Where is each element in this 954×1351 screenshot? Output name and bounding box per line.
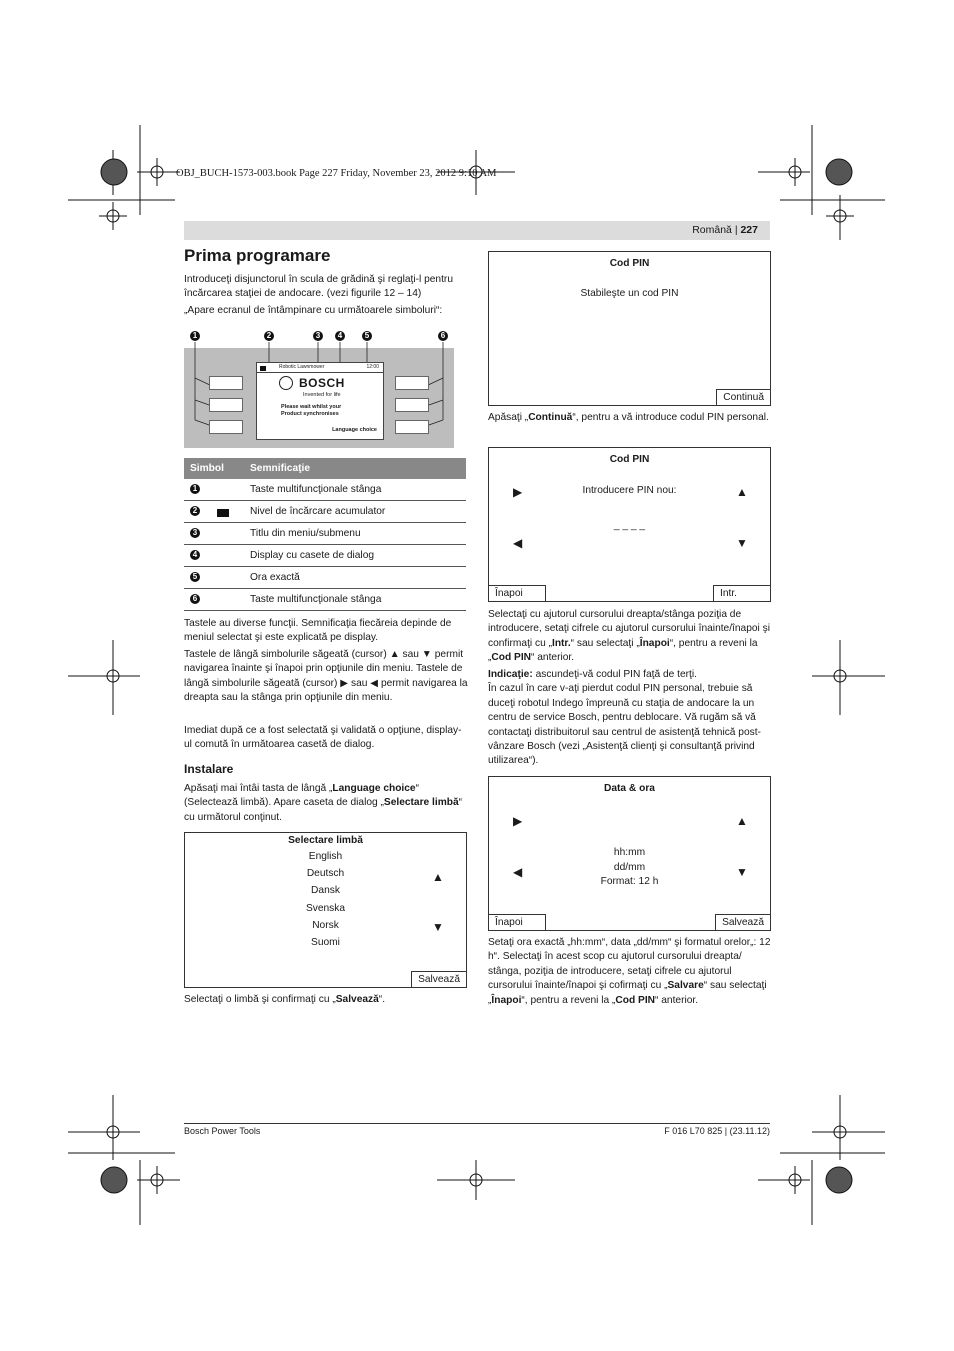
pin-setup-dialog (488, 251, 771, 406)
continue-button[interactable]: Continuă (716, 389, 771, 406)
date-time-paragraph: Setaţi ora exactă „hh:mm“, data „dd/mm“ şi formatul orelor„: 12 h“. Selectaţi în acest scop cu ajutorul cursorului dreapta/ stânga, poziţia de introducere, setaţi cifrele cu ajutorul cursorului înainte/înapoi şi cofirmaţi cu „Salvare“ sau selectaţi „Înapoi“, pentru a reveni la „Cod PIN“ anterior. (488, 937, 771, 1006)
left-softkey-2[interactable] (209, 398, 243, 412)
print-header: OBJ_BUCH-1573-003.book Page 227 Friday, November 23, 2012 9:10 AM (176, 168, 497, 179)
callout-number: 2 (190, 506, 200, 516)
display-title: Robotic Lawnmower (279, 364, 325, 370)
welcome-screen-figure (184, 328, 466, 450)
pin-entry-label: Introducere PIN nou: (582, 485, 677, 496)
battery-icon (260, 366, 266, 371)
column-header-meaning: Semnificaţie (244, 458, 466, 479)
save-button[interactable]: Salvează (715, 914, 771, 931)
callout-1: 1 (190, 331, 200, 341)
display-time: 12:00 (366, 364, 379, 370)
pin-input[interactable]: _ _ _ _ (613, 520, 646, 531)
right-softkey-1[interactable] (395, 376, 429, 390)
intro-paragraph-2: „Apare ecranul de întâmpinare cu următoarele simboluri“: (184, 305, 443, 316)
language-choice-label: Language choice (332, 427, 377, 433)
pin-entry-paragraph: Selectaţi cu ajutorul cursorului dreapta/stânga poziţia de introducere, setaţi cifrele cu ajutorul cursorului înainte/înapoi şi confirmaţi cu „Intr.“ sau selectaţi „Înapoi“, pentru a reveni la „Cod PIN“ anterior. (488, 609, 771, 664)
arrow-down-icon: ▼ (421, 649, 432, 660)
footer-rule (184, 1123, 770, 1124)
callout-number: 6 (190, 594, 200, 604)
callout-number: 5 (190, 572, 200, 582)
back-button[interactable]: Înapoi (488, 914, 546, 931)
brand-tagline: Invented for life (303, 392, 341, 398)
page-title: Prima programare (184, 246, 331, 265)
time-field[interactable]: hh:mm (613, 847, 646, 858)
arrow-up-icon[interactable]: ▲ (736, 814, 748, 828)
language-option-norsk[interactable]: Norsk (312, 920, 339, 931)
confirm-language-paragraph: Selectaţi o limbă şi confirmaţi cu „Salvează“. (184, 994, 386, 1005)
table-row: 2 Nivel de încărcare acumulator (184, 501, 466, 523)
arrow-left-icon[interactable]: ◀ (513, 865, 523, 879)
callout-6: 6 (438, 331, 448, 341)
arrow-up-icon[interactable]: ▲ (432, 870, 444, 884)
pin-continue-paragraph: Apăsaţi „Continuă“, pentru a vă introduce codul PIN personal. (488, 412, 769, 423)
dialog-title: Cod PIN (609, 454, 650, 465)
right-softkey-3[interactable] (395, 420, 429, 434)
callout-2: 2 (264, 331, 274, 341)
pin-entry-dialog (488, 447, 771, 602)
battery-icon (217, 509, 229, 517)
callout-4: 4 (335, 331, 345, 341)
wait-message-line-2: Product synchronises (281, 411, 339, 417)
arrow-up-icon[interactable]: ▲ (736, 485, 748, 499)
table-row: 4 Display cu casete de dialog (184, 545, 466, 567)
arrow-left-icon[interactable]: ◀ (513, 536, 523, 550)
language-option-english[interactable]: English (308, 851, 343, 862)
right-softkey-2[interactable] (395, 398, 429, 412)
symbol-table (184, 458, 466, 611)
wait-message-line-1: Please wait whilst your (281, 404, 342, 410)
table-row: 1 Taste multifuncţionale stânga (184, 479, 466, 501)
arrow-right-icon: ▶ (340, 677, 349, 689)
language-select-dialog (184, 832, 467, 988)
footer-right: F 016 L70 825 | (23.11.12) (664, 1126, 770, 1136)
bosch-logo-icon (279, 376, 293, 390)
format-field[interactable]: Format: 12 h (600, 876, 659, 887)
navigation-paragraph: Tastele de lângă simbolurile săgeată (cursor) ▲ sau ▼ permit navigarea înainte şi înapoi prin opţiunile din meniu. Tastele de lângă simbolurile săgeată (cursor) ▶ sau ◀ permit navigarea la dreapta sau la stânga prin opţiunile din meniu. (184, 649, 468, 704)
pin-setup-message: Stabileşte un cod PIN (580, 288, 679, 299)
installation-heading: Instalare (184, 762, 234, 776)
pin-note-paragraph: Indicaţie: ascundeţi-vă codul PIN faţă de terţi. În cazul în care v-aţi pierdut codul PIN personal, trebuie să duceţi robotul Indego împreună cu staţia de andocare la un centru de service Bosch, pentru deblocare. Vă rugăm să vă contactaţi distribuitorul sau centrul de asistenţă tehnică post-vânzare Bosch (vezi „Asistenţă clienţi şi consultanţă privind utilizarea“). (488, 669, 761, 767)
dialog-title: Cod PIN (609, 258, 650, 269)
callout-5: 5 (362, 331, 372, 341)
device-display (256, 362, 384, 440)
callout-number: 4 (190, 550, 200, 560)
language-option-dansk[interactable]: Dansk (311, 885, 340, 896)
date-field[interactable]: dd/mm (613, 862, 646, 873)
date-time-dialog (488, 776, 771, 931)
left-softkey-3[interactable] (209, 420, 243, 434)
arrow-left-icon: ◀ (370, 677, 379, 689)
dialog-title: Data & ora (604, 783, 655, 794)
column-header-symbol: Simbol (184, 458, 244, 479)
installation-paragraph: Apăsaţi mai întâi tasta de lângă „Language choice“ (Selectează limbă). Apare caseta de dialog „Selectare limbă“ cu următorul conţinut. (184, 783, 463, 823)
back-button[interactable]: Înapoi (488, 585, 546, 602)
language-option-suomi[interactable]: Suomi (311, 937, 340, 948)
save-button[interactable]: Salvează (411, 971, 467, 988)
dialog-switch-paragraph: Imediat după ce a fost selectată şi validată o opţiune, display-ul comută în următoarea casetă de dialog. (184, 725, 462, 751)
table-row: 3 Titlu din meniu/submenu (184, 523, 466, 545)
enter-button[interactable]: Intr. (713, 585, 771, 602)
table-row: 5 Ora exactă (184, 567, 466, 589)
arrow-down-icon[interactable]: ▼ (736, 865, 748, 879)
arrow-up-icon: ▲ (389, 649, 400, 660)
brand-name: BOSCH (299, 376, 345, 390)
header-page-number: 227 (740, 224, 758, 236)
callout-number: 1 (190, 484, 200, 494)
intro-paragraph: Introduceţi disjunctorul în scula de grădină şi reglaţi-l pentru încărcarea staţiei de andocare. (vezi figurile 12 – 14) (184, 274, 453, 300)
arrow-down-icon[interactable]: ▼ (432, 920, 444, 934)
dialog-title: Selectare limbă (288, 835, 363, 846)
page-header-bar (184, 221, 770, 240)
footer-left: Bosch Power Tools (184, 1126, 261, 1136)
header-language: Română (692, 224, 732, 236)
arrow-down-icon[interactable]: ▼ (736, 536, 748, 550)
callout-3: 3 (313, 331, 323, 341)
language-option-deutsch[interactable]: Deutsch (306, 868, 345, 879)
page-header: Română | 227 (692, 224, 758, 236)
left-softkey-1[interactable] (209, 376, 243, 390)
keys-paragraph: Tastele au diverse funcţii. Semnificaţia fiecăreia depinde de meniul selectat şi este explicată pe display. (184, 618, 452, 644)
language-option-svenska[interactable]: Svenska (305, 903, 346, 914)
table-row: 6 Taste multifuncţionale stânga (184, 589, 466, 611)
callout-number: 3 (190, 528, 200, 538)
arrow-right-icon[interactable]: ▶ (513, 485, 523, 499)
arrow-right-icon[interactable]: ▶ (513, 814, 523, 828)
